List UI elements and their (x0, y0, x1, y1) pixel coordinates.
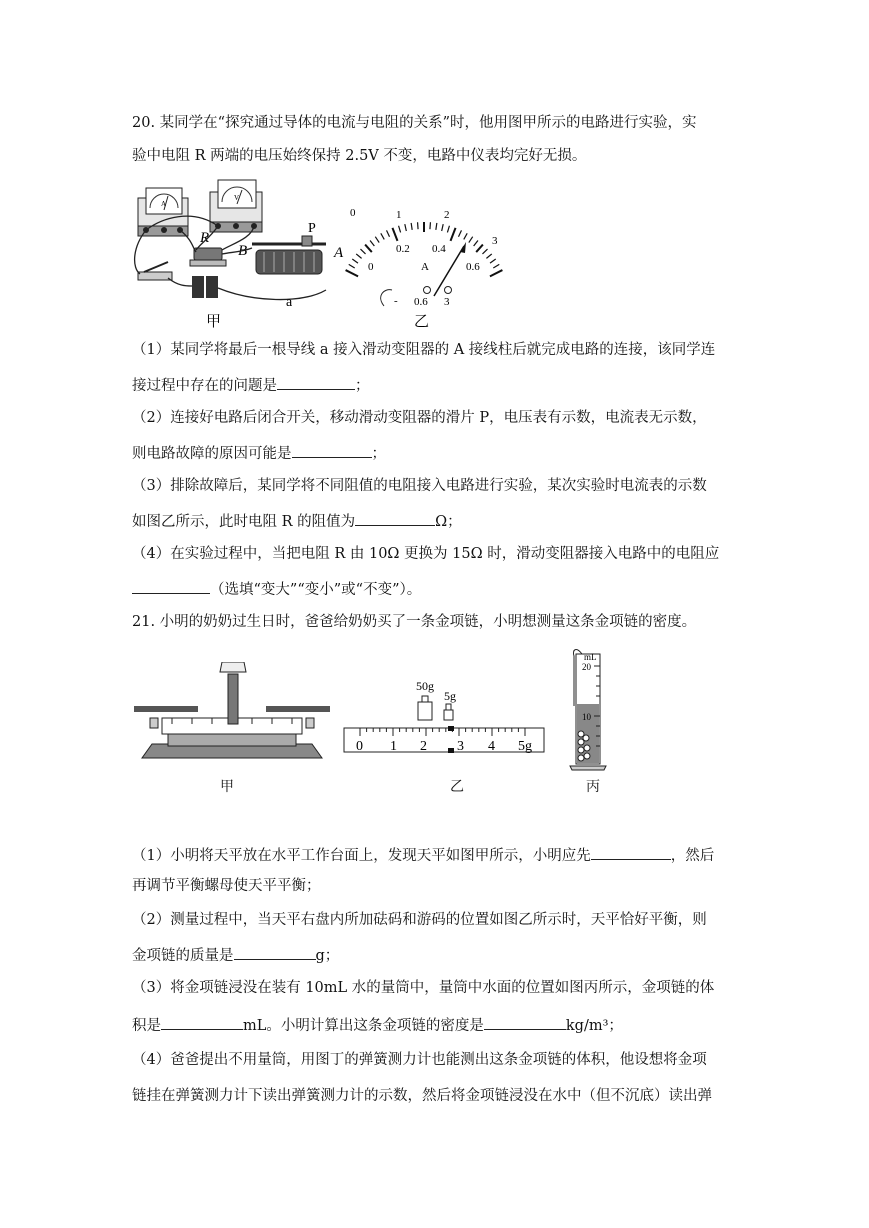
dial-tick (464, 233, 467, 239)
graduated-cylinder-figure (566, 646, 616, 772)
dial-tick (469, 237, 473, 243)
dial-tick (381, 233, 384, 239)
label-B: B (238, 243, 248, 259)
dial-tick (352, 259, 358, 263)
scale-tick-4: 4 (488, 739, 495, 754)
dial-tick (490, 259, 496, 263)
cylinder-mark-20: 20 (582, 662, 591, 672)
q21-part2-line1: （2）测量过程中，当天平右盘内所加砝码和游码的位置如图乙所示时，天平恰好平衡，则 (132, 912, 707, 928)
q21-part4-line2: 链挂在弹簧测力计下读出弹簧测力计的示数，然后将金项链浸没在水中（但不沉底）读出弹 (132, 1088, 712, 1104)
label-P: P (308, 221, 316, 236)
answer-blank-21-3[interactable] (161, 1014, 243, 1030)
answer-blank-21-1[interactable] (591, 844, 671, 860)
answer-blank-20-3[interactable] (355, 510, 435, 526)
q20-part2-line2: 则电路故障的原因可能是 ； (132, 442, 386, 464)
dial-tick (392, 228, 397, 241)
q20-stem-line1: 20. 某同学在“探究通过导体的电流与电阻的关系”时，他用图甲所示的电路进行实验，实 (132, 115, 697, 131)
dial-tick (476, 245, 483, 252)
dial-tick (346, 270, 358, 276)
dial-inner-3: 0.6 (466, 261, 480, 273)
dial-tick (442, 224, 444, 231)
q21-part1-line2: 再调节平衡螺母使天平平衡； (132, 878, 321, 894)
fig-yi-caption: 乙 (414, 314, 430, 330)
dial-tick (365, 245, 372, 252)
weight-5g-label: 5g (444, 689, 456, 703)
q21-fig-bing-caption: 丙 (586, 779, 600, 795)
dial-tick (447, 226, 449, 233)
terminal-3: 3 (444, 296, 450, 308)
label-R: R (200, 230, 210, 246)
q21-fig-yi-caption: 乙 (450, 779, 464, 795)
q20-part4-line1: （4）在实验过程中，当把电阻 R 由 10Ω 更换为 15Ω 时，滑动变阻器接入电路中的电阻应 (132, 546, 720, 562)
q20-part3-line1: （3）排除故障后，某同学将不同阻值的电阻接入电路进行实验，某次实验时电流表的示数 (132, 478, 707, 494)
dial-tick (360, 249, 365, 254)
dial-tick (387, 230, 390, 236)
q21-part2-line2: 金项链的质量是 g； (132, 944, 339, 966)
q20-part2-line1: （2）连接好电路后闭合开关，移动滑动变阻器的滑片 P，电压表有示数，电流表无示数， (132, 410, 707, 426)
answer-blank-21-2[interactable] (234, 944, 316, 960)
dial-tick (370, 240, 374, 246)
resistor-R (190, 230, 226, 266)
terminal-0-6: 0.6 (414, 296, 428, 308)
dial-unit: A (421, 261, 429, 273)
battery (192, 276, 218, 298)
weight-50g-label: 50g (416, 679, 434, 693)
q21-stem: 21. 小明的奶奶过生日时，爸爸给奶奶买了一条金项链，小明想测量这条金项链的密度。 (132, 614, 697, 630)
ammeter-dial-figure (344, 200, 504, 330)
q20-part4-line2: （选填“变大”“变小”或“不变”）。 (132, 578, 421, 600)
dial-outer-0: 0 (350, 207, 356, 219)
dial-outer-1: 1 (396, 209, 402, 221)
balance-figure (132, 662, 332, 762)
answer-blank-21-4[interactable] (484, 1014, 566, 1030)
q20-part1-line1: （1）某同学将最后一根导线 a 接入滑动变阻器的 A 接线柱后就完成电路的连接，该同学连 (132, 342, 716, 358)
scale-tick-5g: 5g (518, 739, 532, 754)
terminal-minus: - (394, 295, 398, 307)
dial-inner-1: 0.2 (396, 243, 410, 255)
dial-tick (399, 226, 401, 233)
scale-tick-2: 2 (420, 739, 427, 754)
q21-part4-line1: （4）爸爸提出不用量筒，用图丁的弹簧测力计也能测出这条金项链的体积，他设想将金项 (132, 1052, 707, 1068)
dial-tick (451, 228, 456, 241)
circuit-figure (132, 178, 364, 328)
scale-tick-0: 0 (356, 739, 363, 754)
rider-scale-figure (340, 676, 550, 756)
dial-tick (474, 240, 478, 246)
q20-part1-line2: 接过程中存在的问题是 ； (132, 374, 370, 396)
dial-tick (490, 270, 502, 276)
rider (448, 726, 454, 731)
switch (138, 262, 172, 280)
dial-tick (375, 237, 379, 243)
dial-tick (482, 249, 487, 254)
q21-part3-line2: 积是 mL。小明计算出这条金项链的密度是 kg/m³； (132, 1014, 623, 1036)
q21-part1-line1: （1）小明将天平放在水平工作台面上，发现天平如图甲所示，小明应先 ，然后 (132, 844, 714, 866)
ammeter (138, 188, 188, 236)
dial-tick (458, 230, 461, 236)
label-A: A (334, 245, 344, 261)
q20-part3-line2: 如图乙所示，此时电阻 R 的阻值为 Ω； (132, 510, 462, 532)
label-wire-a: a (286, 295, 293, 310)
dial-inner-0: 0 (368, 261, 374, 273)
answer-blank-20-4[interactable] (132, 578, 210, 594)
answer-blank-20-1[interactable] (277, 374, 355, 390)
dial-outer-3: 3 (492, 235, 498, 247)
dial-tick (430, 222, 431, 229)
q20-stem-line2: 验中电阻 R 两端的电压始终保持 2.5V 不变，电路中仪表均完好无损。 (132, 148, 587, 164)
voltmeter-label: V (234, 194, 240, 202)
answer-blank-20-2[interactable] (292, 442, 372, 458)
q21-part3-line1: （3）将金项链浸没在装有 10mL 水的量筒中，量筒中水面的位置如图丙所示，金项链的体 (132, 980, 715, 996)
q21-fig-jia-caption: 甲 (220, 779, 234, 795)
dial-tick (411, 223, 412, 230)
cylinder-unit-label: mL (584, 652, 597, 662)
dial-tick (356, 254, 361, 258)
dial-tick (418, 222, 419, 229)
dial-tick (493, 264, 499, 268)
dial-inner-2: 0.4 (432, 243, 446, 255)
dial-outer-2: 2 (444, 209, 450, 221)
dial-tick (486, 254, 491, 258)
voltmeter (210, 180, 262, 232)
dial-tick (436, 223, 437, 230)
fig-jia-caption: 甲 (206, 314, 222, 328)
dial-tick (349, 264, 355, 268)
ammeter-label: A (161, 200, 167, 208)
cylinder-mark-10: 10 (582, 712, 591, 722)
dial-tick (405, 224, 407, 231)
scale-tick-1: 1 (390, 739, 397, 754)
scale-tick-3: 3 (457, 739, 464, 754)
